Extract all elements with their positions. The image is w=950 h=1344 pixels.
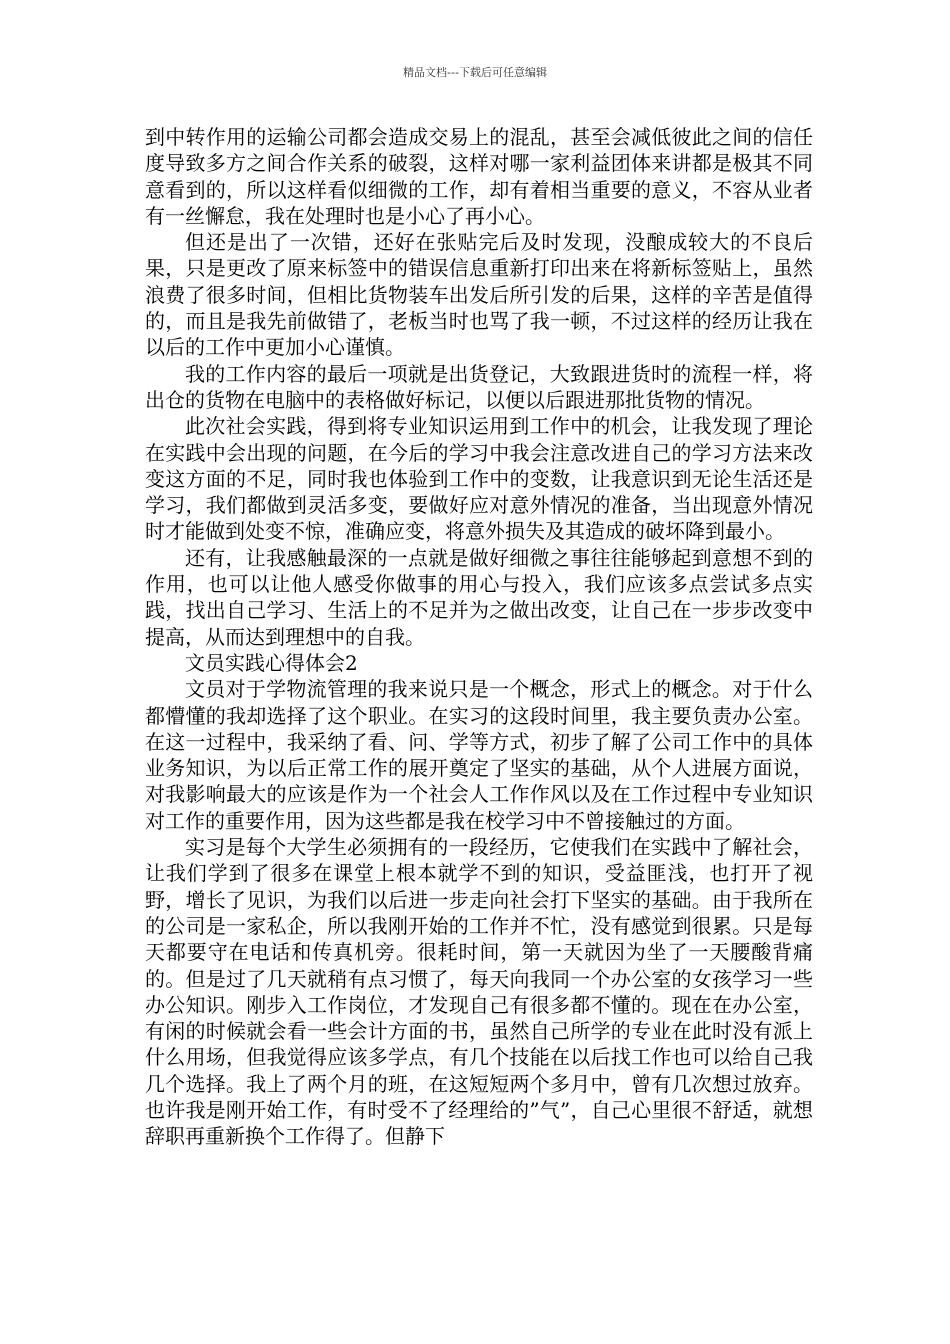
page-header: 精品文档---下载后可任意编辑 [403,66,547,79]
paragraph: 还有，让我感触最深的一点就是做好细微之事往往能够起到意想不到的作用，也可以让他人感受你做事的用心与投入，我们应该多点尝试多点实践，找出自己学习、生活上的不足并为之做出改变，让自己在一步步改变中提高，从而达到理想中的自我。 [145,545,813,649]
section-heading: 文员实践心得体会2 [185,650,358,675]
paragraph: 实习是每个大学生必须拥有的一段经历，它使我们在实践中了解社会，让我们学到了很多在课堂上根本就学不到的知识，受益匪浅，也打开了视野，增长了见识，为我们以后进一步走向社会打下坚实的基础。由于我所在的公司是一家私企，所以我刚开始的工作并不忙，没有感觉到很累。只是每天都要守在电话和传真机旁。很耗时间，第一天就因为坐了一天腰酸背痛的。但是过了几天就稍有点习惯了，每天向我同一个办公室的女孩学习一些办公知识。刚步入工作岗位，才发现自己有很多都不懂的。现在在办公室，有闲的时候就会看一些会计方面的书，虽然自己所学的专业在此时没有派上什么用场，但我觉得应该多学点，有几个技能在以后找工作也可以给自己我几个选择。我上了两个月的班，在这短短两个多月中，曾有几次想过放弃。也许我是刚开始工作，有时受不了经理给的”气”，自己心里很不舒适，就想辞职再重新换个工作得了。但静下 [145,835,813,1149]
paragraph: 文员对于学物流管理的我来说只是一个概念，形式上的概念。对于什么都懵懂的我却选择了这个职业。在实习的这段时间里，我主要负责办公室。在这一过程中，我采纳了看、问、学等方式，初步了解了公司工作中的具体业务知识，为以后正常工作的展开奠定了坚实的基础，从个人进展方面说，对我影响最大的应该是作为一个社会人工作作风以及在工作过程中专业知识对工作的重要作用，因为这些都是我在校学习中不曾接触过的方面。 [145,677,813,833]
paragraph: 到中转作用的运输公司都会造成交易上的混乱，甚至会减低彼此之间的信任度导致多方之间合作关系的破裂，这样对哪一家利益团体来讲都是极其不同意看到的，所以这样看似细微的工作，却有着相当重要的意义，不容从业者有一丝懈怠，我在处理时也是小心了再小心。 [145,125,813,228]
document-body [145,124,813,1150]
paragraph: 但还是出了一次错，还好在张贴完后及时发现，没酿成较大的不良后果，只是更改了原来标签中的错误信息重新打印出来在将新标签贴上，虽然浪费了很多时间，但相比货物装车出发后所引发的后果，这样的辛苦是值得的，而且是我先前做错了，老板当时也骂了我一顿，不过这样的经历让我在以后的工作中更加小心谨慎。 [145,230,813,360]
paragraph: 此次社会实践，得到将专业知识运用到工作中的机会，让我发现了理论在实践中会出现的问题，在今后的学习中我会注意改进自己的学习方法来改变这方面的不足，同时我也体验到工作中的变数，让我意识到无论生活还是学习，我们都做到灵活多变，要做好应对意外情况的准备，当出现意外情况时才能做到处变不惊，准确应变，将意外损失及其造成的破坏降到最小。 [145,414,813,544]
paragraph: 我的工作内容的最后一项就是出货登记，大致跟进货时的流程一样，将出仓的货物在电脑中的表格做好标记，以便以后跟进那批货物的情况。 [145,361,813,412]
